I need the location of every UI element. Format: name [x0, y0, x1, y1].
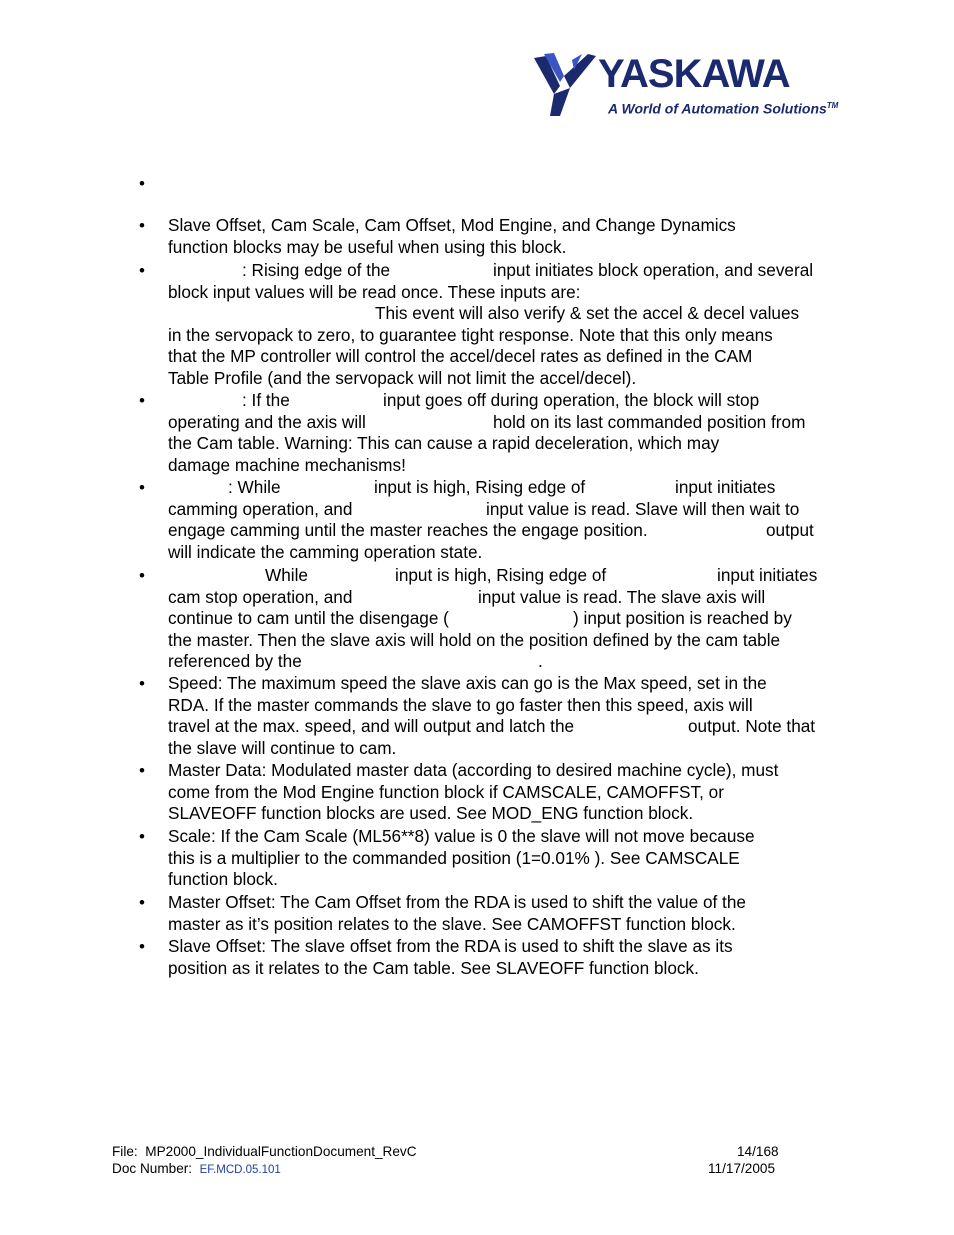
- bullet-symbol: •: [139, 391, 145, 410]
- text-fragment: This event will also verify & set the accel & decel values: [375, 303, 800, 323]
- footer-page-number: 14/168: [737, 1144, 779, 1159]
- bullet-symbol: •: [139, 566, 145, 585]
- text-line: the Cam table. Warning: This can cause a rapid deceleration, which may: [168, 433, 720, 453]
- text-line: damage machine mechanisms!: [168, 455, 406, 475]
- text-line: will indicate the camming operation state.: [168, 542, 483, 562]
- text-line: Master Offset: The Cam Offset from the RDA is used to shift the value of the: [168, 892, 746, 912]
- footer-doc: [112, 1160, 281, 1179]
- text-line: this is a multiplier to the commanded position (1=0.01% ). See CAMSCALE: [168, 848, 740, 868]
- bullet-symbol: •: [139, 827, 145, 846]
- trademark-symbol: TM: [826, 101, 839, 110]
- text-fragment: camming operation, and: [168, 499, 353, 519]
- text-line: block input values will be read once. These inputs are:: [168, 282, 581, 302]
- text-fragment: input is high, Rising edge of: [395, 565, 607, 585]
- text-fragment: input initiates block operation, and several: [493, 260, 814, 280]
- text-line: Speed: The maximum speed the slave axis can go is the Max speed, set in the: [168, 673, 767, 693]
- text-fragment: hold on its last commanded position from: [493, 412, 806, 432]
- bullet-symbol: •: [139, 937, 145, 956]
- text-line: function block.: [168, 869, 278, 889]
- text-line: Table Profile (and the servopack will not limit the accel/decel).: [168, 368, 637, 388]
- yaskawa-logo: [530, 50, 839, 122]
- text-fragment: : While: [228, 477, 281, 497]
- bullet-symbol: •: [139, 216, 145, 235]
- text-fragment: : If the: [242, 390, 290, 410]
- text-fragment: : Rising edge of the: [242, 260, 391, 280]
- bullet-symbol: •: [139, 761, 145, 780]
- text-fragment: input initiates: [717, 565, 818, 585]
- bullet-symbol: •: [139, 174, 145, 193]
- footer-file-label: File:: [112, 1144, 138, 1159]
- bullet-symbol: •: [139, 674, 145, 693]
- text-line: master as it’s position relates to the slave. See CAMOFFST function block.: [168, 914, 736, 934]
- text-fragment: cam stop operation, and: [168, 587, 353, 607]
- footer-file: [112, 1143, 417, 1160]
- footer-date: 11/17/2005: [708, 1161, 776, 1176]
- text-line: Master Data: Modulated master data (according to desired machine cycle), must: [168, 760, 779, 780]
- bullet-symbol: •: [139, 893, 145, 912]
- footer-file-name: MP2000_IndividualFunctionDocument_RevC: [145, 1144, 417, 1159]
- yaskawa-mark-icon: [530, 50, 600, 120]
- text-line: Slave Offset, Cam Scale, Cam Offset, Mod Engine, and Change Dynamics: [168, 215, 736, 235]
- text-fragment: referenced by the: [168, 651, 302, 671]
- text-fragment: .: [538, 651, 543, 671]
- text-fragment: input initiates: [675, 477, 776, 497]
- bullet-symbol: •: [139, 261, 145, 280]
- logo-brand: YASKAWA: [598, 52, 790, 96]
- text-fragment: input goes off during operation, the block will stop: [383, 390, 760, 410]
- text-fragment: operating and the axis will: [168, 412, 366, 432]
- text-line: Slave Offset: The slave offset from the RDA is used to shift the slave as its: [168, 936, 733, 956]
- text-line: Scale: If the Cam Scale (ML56**8) value is 0 the slave will not move because: [168, 826, 755, 846]
- text-fragment: input value is read. Slave will then wait to: [486, 499, 800, 519]
- text-line: in the servopack to zero, to guarantee tight response. Note that this only means: [168, 325, 773, 345]
- text-fragment: ) input position is reached by: [573, 608, 792, 628]
- text-fragment: input value is read. The slave axis will: [478, 587, 766, 607]
- text-fragment: output. Note that: [688, 716, 816, 736]
- text-line: SLAVEOFF function blocks are used. See MOD_ENG function block.: [168, 803, 694, 823]
- text-line: the slave will continue to cam.: [168, 738, 397, 758]
- text-fragment: travel at the max. speed, and will output and latch the: [168, 716, 575, 736]
- text-line: function blocks may be useful when using this block.: [168, 237, 567, 257]
- text-fragment: output: [766, 520, 814, 540]
- text-fragment: input is high, Rising edge of: [374, 477, 586, 497]
- text-fragment: While: [265, 565, 308, 585]
- text-line: position as it relates to the Cam table. See SLAVEOFF function block.: [168, 958, 699, 978]
- footer-doc-number: EF.MCD.05.101: [199, 1164, 281, 1176]
- text-line: come from the Mod Engine function block if CAMSCALE, CAMOFFST, or: [168, 782, 724, 802]
- text-fragment: engage camming until the master reaches the engage position.: [168, 520, 648, 540]
- footer-doc-label: Doc Number:: [112, 1161, 193, 1176]
- bullet-symbol: •: [139, 478, 145, 497]
- text-line: the master. Then the slave axis will hold on the position defined by the cam table: [168, 630, 781, 650]
- logo-tagline: A World of Automation Solutions™: [608, 100, 839, 117]
- text-line: that the MP controller will control the accel/decel rates as defined in the CAM: [168, 346, 753, 366]
- text-fragment: continue to cam until the disengage (: [168, 608, 449, 628]
- text-line: RDA. If the master commands the slave to go faster then this speed, axis will: [168, 695, 753, 715]
